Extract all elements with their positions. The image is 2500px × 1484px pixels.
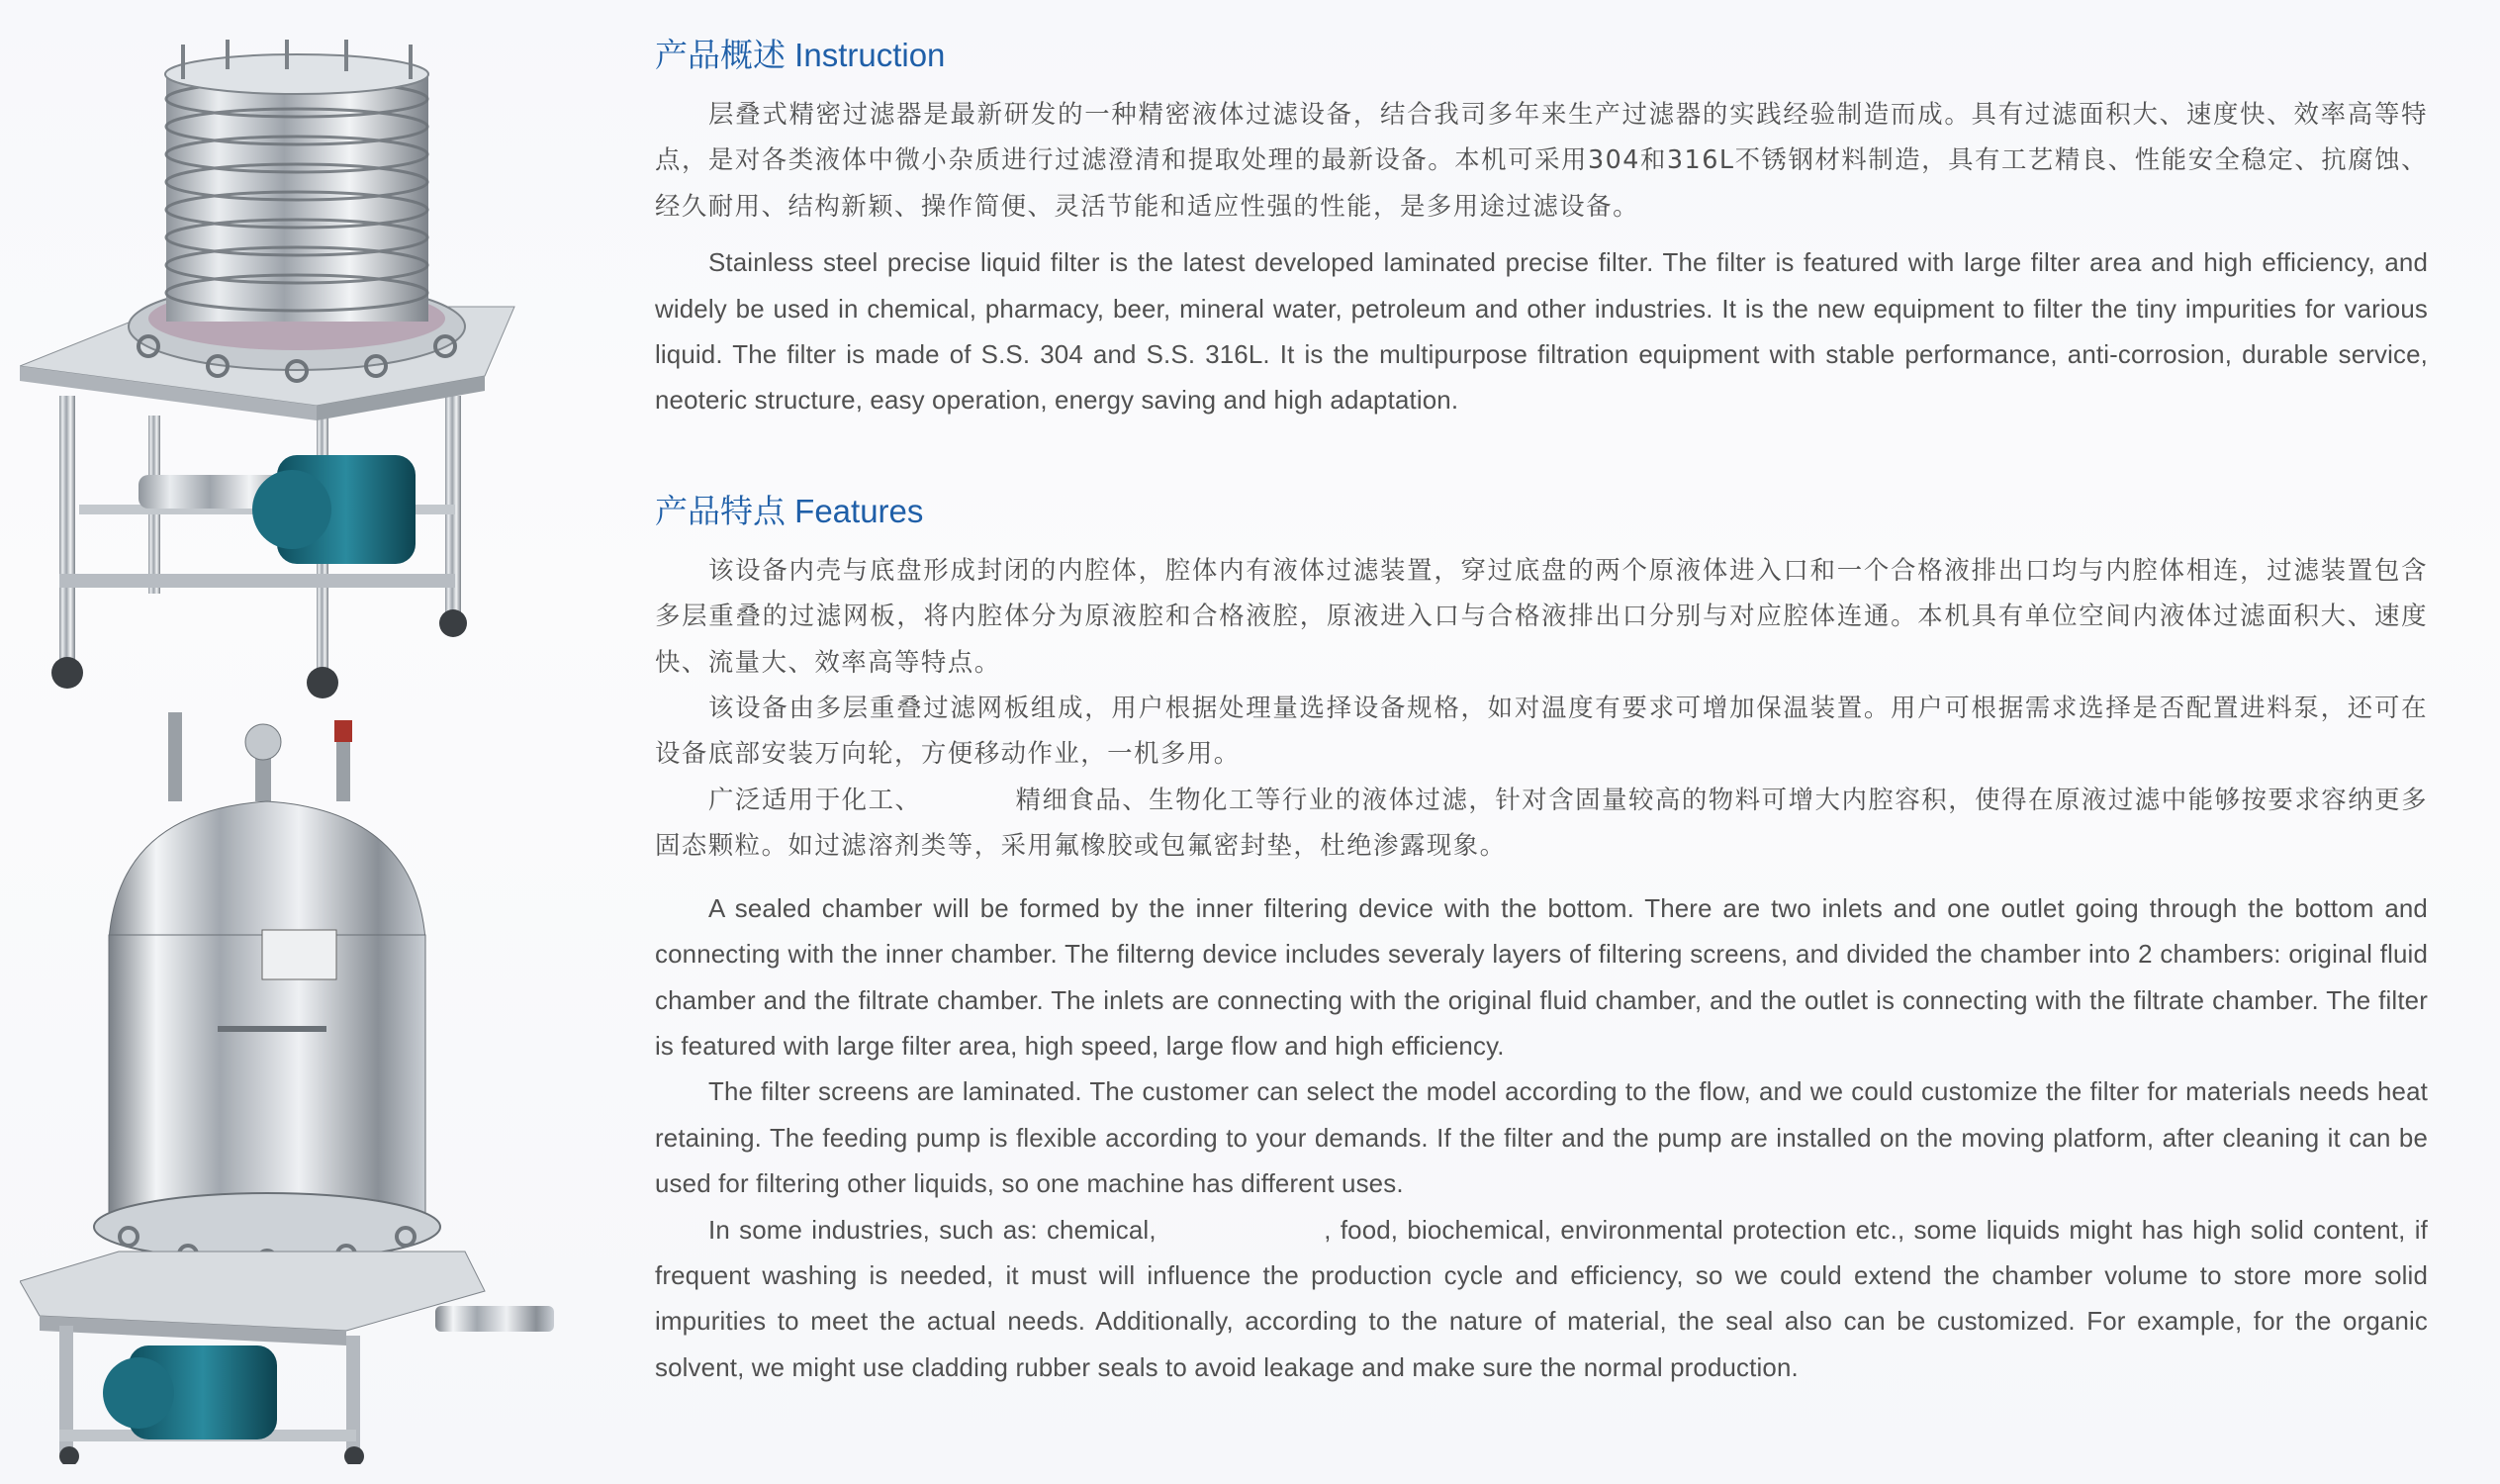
- features-english-paragraph: The filter screens are laminated. The customer can select the model according to the flow, and we could customize the filter for materials needs heat retaining. The feeding pump is flexible according to your demands. If the filter and the pump are installed on the moving platform, after cleaning it can be used for filtering other liquids, so one machine has different uses.: [655, 1078, 2428, 1199]
- features-chinese-paragraph: 该设备内壳与底盘形成封闭的内腔体，腔体内有液体过滤装置，穿过底盘的两个原液体进入口和一个合格液排出口均与内腔体相连，过滤装置包含多层重叠的过滤网板，将内腔体分为原液腔和合格液腔，原液进入口与合格液排出口分别与对应腔体连通。本机具有单位空间内液体过滤面积大、速度快、流量大、效率高等特点。: [655, 554, 2428, 677]
- instruction-chinese-paragraph: 层叠式精密过滤器是最新研发的一种精密液体过滤设备，结合我司多年来生产过滤器的实践经验制造而成。具有过滤面积大、速度快、效率高等特点，是对各类液体中微小杂质进行过滤澄清和提取处理的最新设备。本机可采用304和316L不锈钢材料制造，具有工艺精良、性能安全稳定、抗腐蚀、经久耐用、结构新颖、操作简便、灵活节能和适应性强的性能，是多用途过滤设备。: [655, 99, 2428, 221]
- features-english-paragraph: A sealed chamber will be formed by the inner filtering device with the bottom. There are two inlets and one outlet going through the bottom and connecting with the inner chamber. The filterng device includes severaly layers of filtering screens, and divided the chamber into 2 chambers: original fluid chamber and the filtrate chamber. The inlets are connecting with the original fluid chamber, and the outlet is connecting with the filtrate chamber. The filter is featured with large filter area, high speed, large flow and high efficiency.: [655, 894, 2428, 1061]
- open-laminated-filter-illustration: [20, 40, 574, 712]
- open-laminated-filter-image: [20, 40, 574, 712]
- product-photos: [0, 0, 633, 1484]
- instruction-english-paragraph: Stainless steel precise liquid filter is the latest developed laminated precise filter. The filter is featured with large filter area and high efficiency, and widely be used in chemical, pharmacy, beer, mineral water, petroleum and other industries. It is the new equipment to filter the tiny impurities for various liquid. The filter is made of S.S. 304 and S.S. 316L. It is the multipurpose filtration equipment with stable performance, anti-corrosion, durable service, neoteric structure, easy operation, energy saving and high adaptation.: [655, 249, 2428, 416]
- features-chinese-paragraph: 该设备由多层重叠过滤网板组成，用户根据处理量选择设备规格，如对温度有要求可增加保温装置。用户可根据需求选择是否配置进料泵，还可在设备底部安装万向轮，方便移动作业，一机多用。: [655, 693, 2428, 769]
- features-chinese-paragraph: 广泛适用于化工、 精细食品、生物化工等行业的液体过滤，针对含固量较高的物料可增大内腔容积，使得在原液过滤中能够按要求容纳更多固态颗粒。如过滤溶剂类等，采用氟橡胶或包氟密封垫，杜绝渗露现象。: [655, 784, 2428, 861]
- closed-filter-housing-illustration: [20, 712, 574, 1464]
- features-heading: 产品特点 Features: [655, 492, 924, 529]
- product-description: [655, 28, 2428, 1391]
- features-english-paragraph: In some industries, such as: chemical, , food, biochemical, environmental protection etc., some liquids might has high solid content, if frequent washing is needed, it must will influence the production cycle and efficiency, so we could extend the chamber volume to store more solid impurities to meet the actual needs. Additionally, according to the nature of material, the seal also can be customized. For example, for the organic solvent, we might use cladding rubber seals to avoid leakage and make sure the normal production.: [655, 1216, 2428, 1382]
- closed-filter-housing-image: [20, 712, 574, 1464]
- instruction-heading: 产品概述 Instruction: [655, 37, 946, 73]
